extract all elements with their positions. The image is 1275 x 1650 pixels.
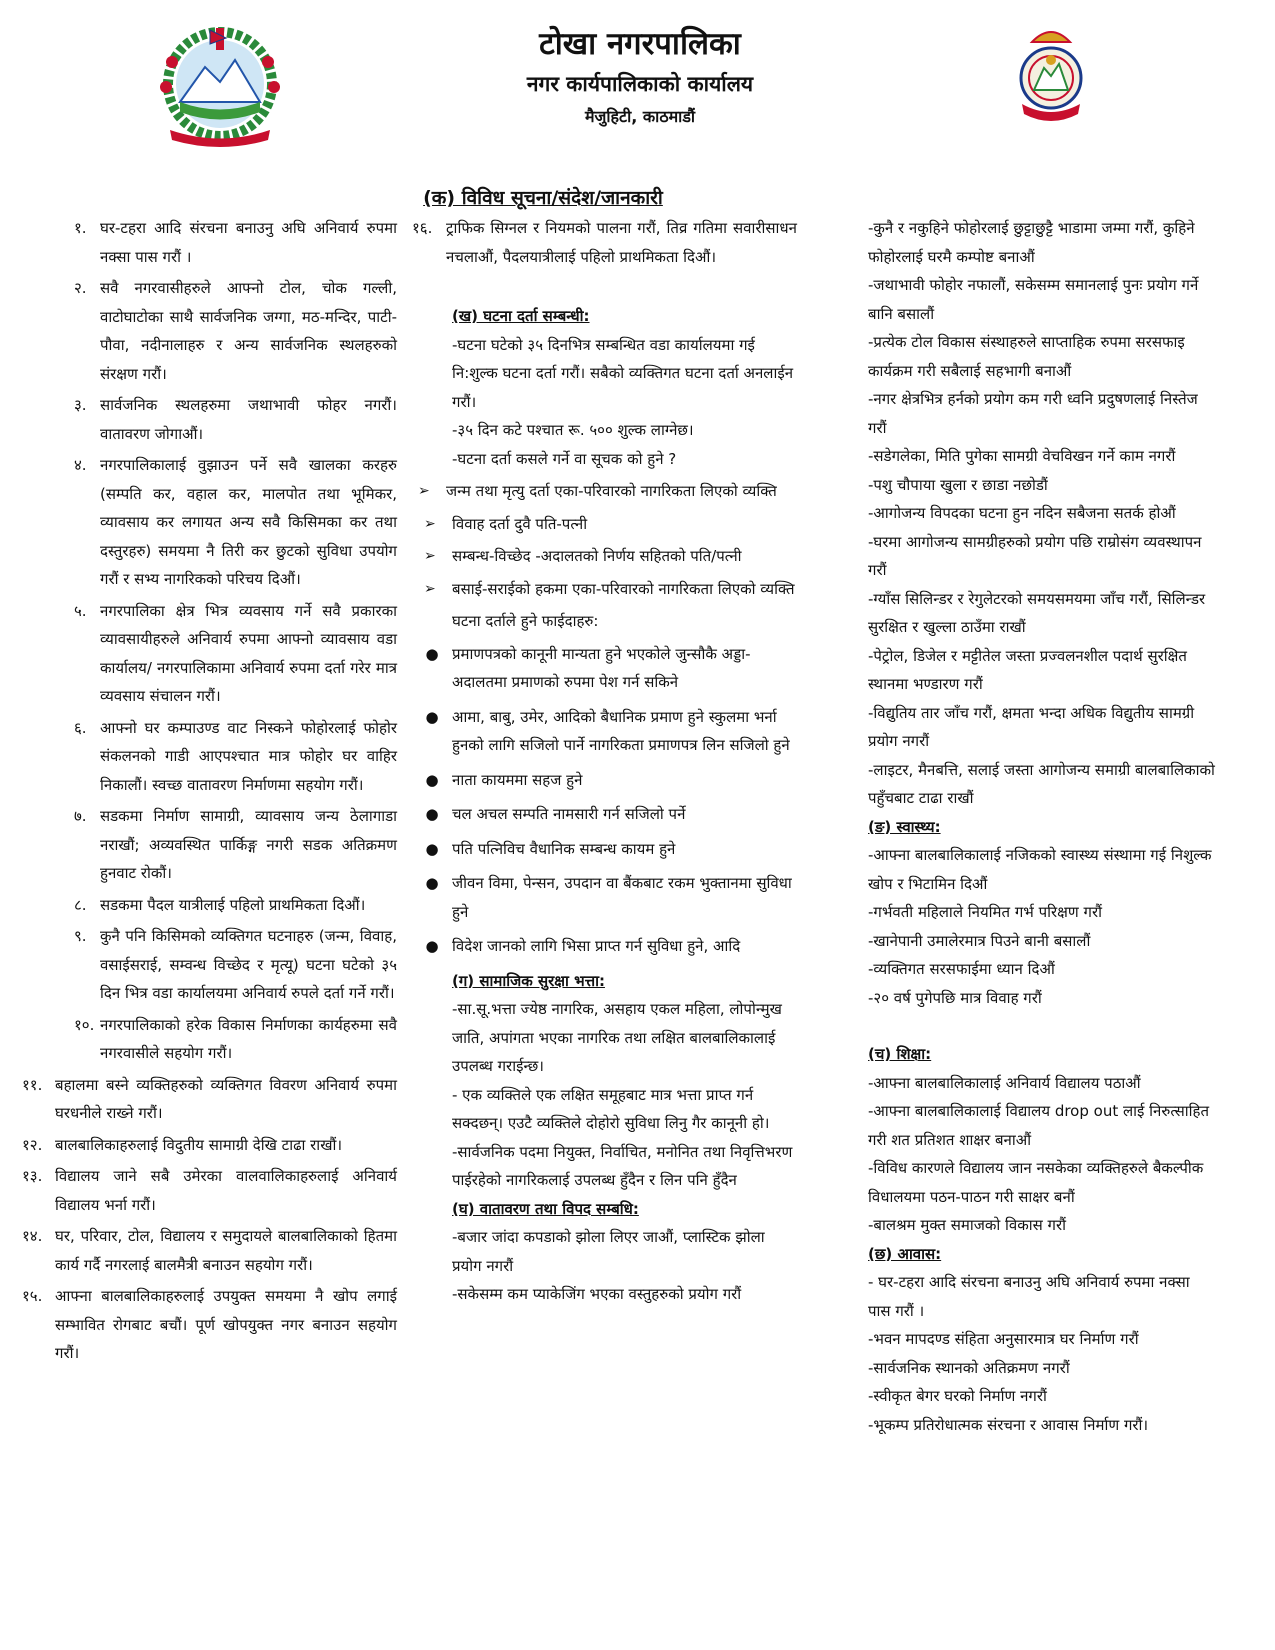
section-heading-education: (च) शिक्षा: bbox=[868, 1045, 932, 1063]
nepal-emblem-icon bbox=[150, 22, 290, 147]
text-line: -खानेपानी उमालेरमात्र पिउने बानी बसालौं bbox=[868, 931, 1091, 950]
text-line: -लाइटर, मैनबत्ति, सलाई जस्ता आगोजन्य समाग्री बालबालिकाको पहुँचबाट टाढा राखौं bbox=[868, 760, 1215, 807]
bullet-icon: ● bbox=[425, 805, 439, 823]
list-item: १४. घर, परिवार, टोल, विद्यालय र समुदायले बालबालिकाको हितमा कार्य गर्दै नगरलाई बालमैत्री बनाउन सहयोग गरौं। bbox=[22, 1227, 397, 1274]
arrow-item: ➢ बसाई-सराईको हकमा एका-परिवारको नागरिकता लिएको व्यक्ति bbox=[412, 575, 797, 604]
text-line: -पशु चौपाया खुला र छाडा नछोडौं bbox=[868, 475, 1048, 494]
list-item: १६. ट्राफिक सिग्नल र नियमको पालना गरौं, तिव्र गतिमा सवारीसाधन नचलाऔं, पैदलयात्रीलाई पहिलो प्राथमिकता दिऔं। bbox=[412, 219, 797, 266]
tokha-logo-icon bbox=[1012, 20, 1090, 130]
bullet-item: ● नाता कायममा सहज हुने bbox=[412, 766, 797, 795]
section-heading-social-security: (ग) सामाजिक सुरक्षा भत्ता: bbox=[452, 971, 605, 990]
list-item: ५. नगरपालिका क्षेत्र भित्र व्यवसाय गर्ने सवै प्रकारका व्यावसायीहरुले अनिवार्य रुपमा आफ्नो व्यावसाय वडा कार्यालय/ नगरपालिकामा अनिवार्य रुपमा दर्ता गरेर मात्र व्यवसाय संचालन गरौं। bbox=[74, 601, 397, 705]
text-line: -सकेसम्म कम प्याकेजिंग भएका वस्तुहरुको प्रयोग गरौं bbox=[452, 1285, 742, 1303]
text-line: -विद्युतिय तार जाँच गरौं, क्षमता भन्दा अधिक विद्युतीय सामग्री प्रयोग नगरौं bbox=[868, 703, 1195, 750]
text-line: -बालश्रम मुक्त समाजको विकास गरौं bbox=[868, 1216, 1067, 1234]
bullet-icon: ● bbox=[425, 874, 439, 892]
bullet-icon: ● bbox=[425, 839, 439, 858]
list-item: ४. नगरपालिकालाई वुझाउन पर्ने सवै खालका करहरु (सम्पति कर, वहाल कर, मालपोत तथा भूमिकर, व्यावसाय कर लगायत अन्य सवै किसिमका कर तथा दस्तुरहरु) समयमा नै तिरी कर छुटको सुविधा उपयोग गरौं र सभ्य नागरिकको परिचय दिऔं। bbox=[74, 456, 397, 588]
section-heading-health: (ङ) स्वास्थ्य: bbox=[868, 817, 941, 836]
bullet-icon: ● bbox=[425, 644, 439, 663]
bullet-icon: ● bbox=[425, 937, 439, 955]
text-line: -सार्वजनिक स्थानको अतिक्रमण नगरौं bbox=[868, 1358, 1070, 1377]
section-heading-housing: (छ) आवास: bbox=[868, 1244, 942, 1263]
arrow-item: ➢ सम्बन्ध-विच्छेद -अदालतको निर्णय सहितको पति/पत्नी bbox=[412, 542, 797, 571]
bullet-icon: ● bbox=[425, 707, 439, 726]
bullet-item: ● चल अचल सम्पति नामसारी गर्न सजिलो पर्ने bbox=[412, 800, 797, 829]
text-line: -आफ्ना बालबालिकालाई अनिवार्य विद्यालय पठाऔं bbox=[868, 1073, 1141, 1092]
page-title: टोखा नगरपालिका bbox=[539, 26, 741, 62]
text-line: - एक व्यक्तिले एक लक्षित समूहबाट मात्र भत्ता प्राप्त गर्न सक्दछन्। एउटै व्यक्तिले दोहोरो सुविधा लिनु गैर कानूनी हो। bbox=[452, 1085, 770, 1132]
bullet-item: ● प्रमाणपत्रको कानूनी मान्यता हुने भएकोले जुन्सौकै अड्डा-अदालतमा प्रमाणको रुपमा पेश गर्न सकिने bbox=[412, 640, 797, 697]
arrow-icon: ➢ bbox=[418, 483, 430, 499]
text-line: -स्वीकृत बेगर घरको निर्माण नगरौं bbox=[868, 1387, 1047, 1405]
text-line: -सा.सू.भत्ता ज्येष्ठ नागरिक, असहाय एकल महिला, लोपोन्मुख जाति, अपांगता भएका नागरिक तथा लक्षित बालबालिकालाई उपलब्ध गराईन्छ। bbox=[452, 1000, 782, 1075]
text-line: -आगोजन्य विपदका घटना हुन नदिन सबैजना सतर्क होऔं bbox=[868, 504, 1176, 522]
arrow-item: ➢ विवाह दर्ता दुवै पति-पत्नी bbox=[412, 510, 797, 539]
text-line: -बजार जांदा कपडाको झोला लिएर जाऔं, प्लास्टिक झोला प्रयोग नगरौं bbox=[452, 1228, 765, 1275]
text-line: -घरमा आगोजन्य सामग्रीहरुको प्रयोग पछि राम्रोसंग व्यवस्थापन गरौं bbox=[868, 532, 1202, 579]
column-right bbox=[868, 214, 1216, 1439]
bullet-icon: ● bbox=[425, 770, 439, 789]
bullet-item: ● विदेश जानको लागि भिसा प्राप्त गर्न सुविधा हुने, आदि bbox=[412, 932, 797, 961]
arrow-icon: ➢ bbox=[424, 580, 436, 597]
arrow-item: ➢ जन्म तथा मृत्यु दर्ता एका-परिवारको नागरिकता लिएको व्यक्ति bbox=[412, 477, 797, 506]
text-line: -आफ्ना बालबालिकालाई नजिकको स्वास्थ्य संस्थामा गई निशुल्क खोप र भिटामिन दिऔं bbox=[868, 846, 1212, 893]
list-item: २. सवै नगरवासीहरुले आफ्नो टोल, चोक गल्ली, वाटोघाटोका साथै सार्वजनिक जग्गा, मठ-मन्दिर, पाटी-पौवा, नदीनालाहरु र अन्य सार्वजनिक स्थलहरुको संरक्षण गरौं। bbox=[74, 279, 397, 383]
arrow-icon: ➢ bbox=[424, 515, 436, 532]
text-line: -विविध कारणले विद्यालय जान नसकेका व्यक्तिहरुले बैकल्पीक विधालयमा पठन-पाठन गरी साक्षर बनौं bbox=[868, 1159, 1204, 1206]
list-item: ६. आफ्नो घर कम्पाउण्ड वाट निस्कने फोहोरलाई फोहोर संकलनको गाडी आएपश्चात मात्र फोहोर घर वाहिर निकालौं। स्वच्छ वातावरण निर्माणमा सहयोग गरौं। bbox=[74, 718, 397, 794]
bullet-item: ● पति पत्निविच वैधानिक सम्बन्ध कायम हुने bbox=[412, 835, 797, 864]
section-heading-events: (ख) घटना दर्ता सम्बन्धी: bbox=[452, 307, 590, 325]
text-line: -गर्भवती महिलाले नियमित गर्भ परिक्षण गरौं bbox=[868, 903, 1102, 921]
list-item: ११. बहालमा बस्ने व्यक्तिहरुको व्यक्तिगत विवरण अनिवार्य रुपमा घरधनीले राख्ने गरौं। bbox=[22, 1075, 397, 1122]
text-line: -२० वर्ष पुगेपछि मात्र विवाह गरौं bbox=[868, 988, 1042, 1007]
list-item: ७. सडकमा निर्माण सामाग्री, व्यावसाय जन्य ठेलागाडा नराखौं; अव्यवस्थित पार्किङ्ग नगरी सडक अतिक्रमण हुनवाट रोकौं। bbox=[74, 807, 397, 882]
column-middle bbox=[412, 214, 797, 1309]
text-line: -जथाभावी फोहोर नफालौं, सकेसम्म समानलाई पुनः प्रयोग गर्ने बानि बसालौं bbox=[868, 276, 1199, 323]
text-line: -घटना घटेको ३५ दिनभित्र सम्बन्धित वडा कार्यालयमा गई नि:शुल्क घटना दर्ता गरौं। सबैको व्यक्तिगत घटना दर्ता अनलाईन गरौं। bbox=[452, 335, 794, 411]
document-header bbox=[0, 0, 1275, 180]
text-line: - घर-टहरा आदि संरचना बनाउनु अघि अनिवार्य रुपमा नक्सा पास गरौं । bbox=[868, 1273, 1190, 1320]
text-line: -आफ्ना बालबालिकालाई विद्यालय drop out लाई निरुत्साहित गरी शत प्रतिशत शाक्षर बनाऔं bbox=[868, 1102, 1210, 1149]
page-subtitle: नगर कार्यपालिकाको कार्यालय bbox=[526, 72, 754, 96]
text-line: -पेट्रोल, डिजेल र मट्टीतेल जस्ता प्रज्वलनशील पदार्थ सुरक्षित स्थानमा भण्डारण गरौं bbox=[868, 646, 1187, 693]
column-left bbox=[22, 214, 397, 1371]
text-line: -प्रत्येक टोल विकास संस्थाहरुले साप्ताहिक रुपमा सरसफाइ कार्यक्रम गरी सबैलाई सहभागी बनाऔं bbox=[868, 333, 1185, 380]
text-line: -सार्वजनिक पदमा नियुक्त, निर्वाचित, मनोनित तथा निवृत्तिभरण पाईरहेको नागरिकलाई उपलब्ध हुँदैन र लिन पनि हुँदैन bbox=[452, 1142, 793, 1189]
bullet-item: ● आमा, बाबु, उमेर, आदिको बैधानिक प्रमाण हुने स्कुलमा भर्ना हुनको लागि सजिलो पार्ने नागरिकता प्रमाणपत्र लिन सजिलो हुने bbox=[412, 703, 797, 760]
text-line: -घटना दर्ता कसले गर्ने वा सूचक को हुने ? bbox=[452, 449, 677, 468]
text-line: -सडेगलेका, मिति पुगेका सामग्री वेचविखन गर्ने काम नगरौं bbox=[868, 447, 1176, 465]
list-item: १५. आफ्ना बालबालिकाहरुलाई उपयुक्त समयमा नै खोप लगाई सम्भावित रोगबाट बचौं। पूर्ण खोपयुक्त नगर बनाउन सहयोग गरौं। bbox=[22, 1287, 397, 1362]
list-item: ९. कुनै पनि किसिमको व्यक्तिगत घटनाहरु (जन्म, विवाह, वसाईसराई, सम्वन्ध विच्छेद र मृत्यू) घटना घटेको ३५ दिन भित्र वडा कार्यालयमा अनिवार्य रुपले दर्ता गर्ने गरौं। bbox=[74, 927, 397, 1002]
list-item: १. घर-टहरा आदि संरचना बनाउनु अघि अनिवार्य रुपमा नक्सा पास गरौं । bbox=[74, 219, 397, 266]
list-item: १२. बालबालिकाहरुलाई विदुतीय सामाग्री देखि टाढा राखौं। bbox=[22, 1135, 343, 1154]
text-line: -ग्याँस सिलिन्डर र रेगुलेटरको समयसमयमा जाँच गरौं, सिलिन्डर सुरक्षित र खुल्ला ठाउँमा राखौं bbox=[868, 589, 1206, 636]
text-line: -३५ दिन कटे पश्चात रू. ५०० शुल्क लाग्नेछ। bbox=[452, 421, 694, 439]
text-line: -भूकम्प प्रतिरोधात्मक संरचना र आवास निर्माण गरौं। bbox=[868, 1415, 1149, 1434]
office-address: मैजुहिटी, काठमाडौं bbox=[584, 107, 696, 126]
arrow-icon: ➢ bbox=[424, 548, 436, 564]
text-line: -नगर क्षेत्रभित्र हर्नको प्रयोग कम गरी ध्वनि प्रदुषणलाई निस्तेज गरौं bbox=[868, 390, 1198, 437]
text-line: -भवन मापदण्ड संहिता अनुसारमात्र घर निर्माण गरौं bbox=[868, 1330, 1139, 1348]
list-item: ८. सडकमा पैदल यात्रीलाई पहिलो प्राथमिकता दिऔं। bbox=[74, 895, 366, 914]
list-item: १३. विद्यालय जाने सबै उमेरका वालवालिकाहरुलाई अनिवार्य विद्यालय भर्ना गरौं। bbox=[22, 1167, 397, 1214]
benefits-heading: घटना दर्ताले हुने फाईदाहरु: bbox=[452, 612, 599, 630]
text-line: -व्यक्तिगत सरसफाईमा ध्यान दिऔं bbox=[868, 960, 1055, 978]
section-title: (क) विविध सूचना/संदेश/जानकारी bbox=[423, 187, 663, 209]
list-item: १०. नगरपालिकाको हरेक विकास निर्माणका कार्यहरुमा सवै नगरवासीले सहयोग गरौं। bbox=[74, 1015, 397, 1062]
list-item: ३. सार्वजनिक स्थलहरुमा जथाभावी फोहर नगरौं। वातावरण जोगाऔं। bbox=[74, 396, 397, 443]
section-heading-environment: (घ) वातावरण तथा विपद सम्बधि: bbox=[452, 1199, 639, 1218]
title-block bbox=[400, 22, 880, 132]
bullet-item: ● जीवन विमा, पेन्सन, उपदान वा बैंकबाट रकम भुक्तानमा सुविधा हुने bbox=[412, 869, 797, 926]
text-line: -कुनै र नकुहिने फोहोरलाई छुट्टाछुट्टै भाडामा जम्मा गरौं, कुहिने फोहोरलाई घरमै कम्पोष्ट बनाऔं bbox=[868, 219, 1195, 266]
